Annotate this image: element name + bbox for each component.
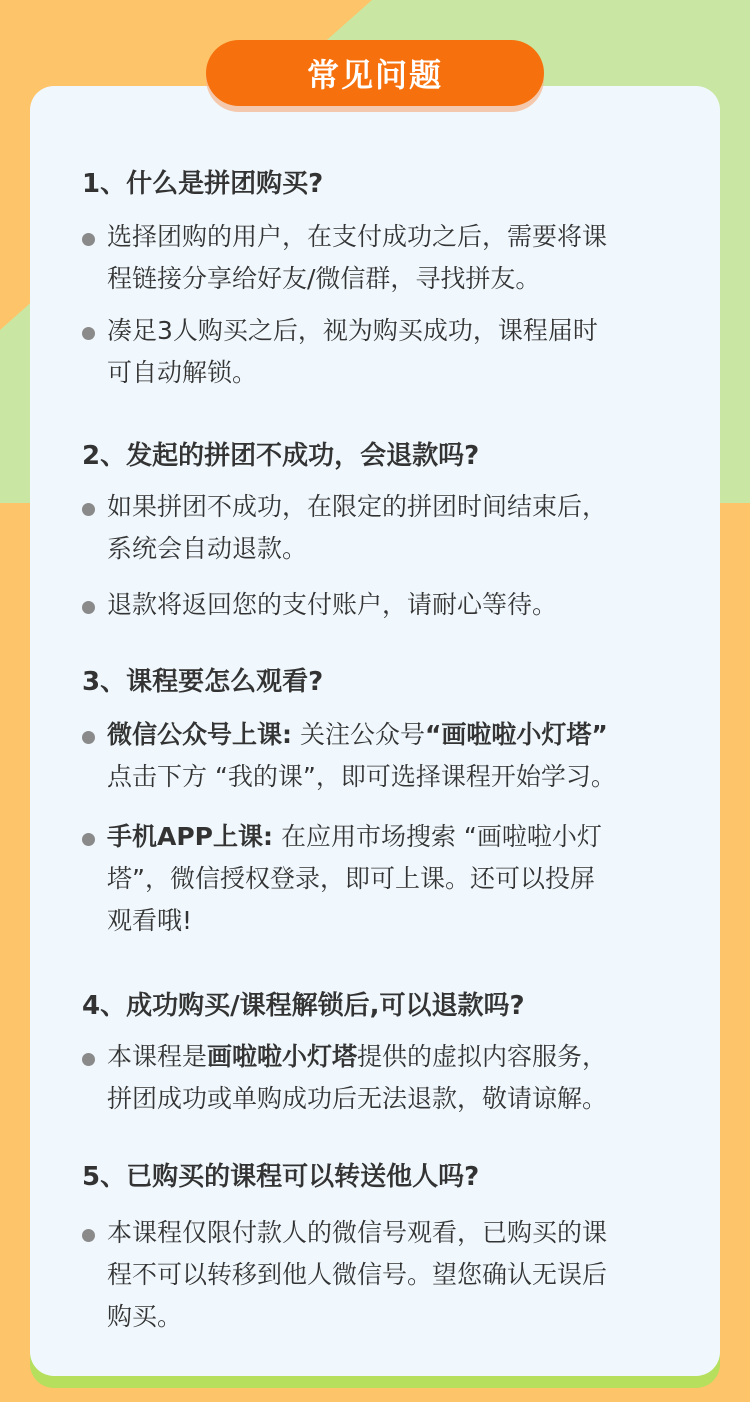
page-title: 常见问题 (206, 40, 544, 106)
answer-text: 在应用市场搜索 “画啦啦小灯 (273, 822, 602, 851)
answer-highlight-bold: 画啦啦小灯塔 (207, 1042, 358, 1071)
bullet-dot-icon (82, 1053, 95, 1066)
answer-line: 购买。 (107, 1302, 183, 1331)
answer-text: 本课程是 (107, 1042, 208, 1071)
bullet-dot-icon (82, 233, 95, 246)
answer-line (107, 816, 602, 858)
faq-question-4: 4、成功购买/课程解锁后,可以退款吗? (82, 991, 525, 1021)
answer-line: 点击下方 “我的课”，即可选择课程开始学习。 (107, 762, 616, 791)
answer-line: 如果拼团不成功，在限定的拼团时间结束后， (107, 492, 608, 521)
answer-line: 系统会自动退款。 (107, 534, 308, 563)
answer-line: 拼团成功或单购成功后无法退款，敬请谅解。 (107, 1084, 608, 1113)
answer-line (107, 1036, 607, 1078)
answer-lead-bold: 微信公众号上课: (107, 720, 292, 749)
answer-text: 提供的虚拟内容服务， (357, 1042, 608, 1071)
answer-line: 凑足3人购买之后，视为购买成功，课程届时 (107, 316, 598, 345)
faq-question-2: 2、发起的拼团不成功，会退款吗? (82, 441, 480, 471)
faq-question-3: 3、课程要怎么观看? (82, 667, 324, 697)
answer-text: 关注公众号 (292, 720, 425, 749)
answer-line: 观看哦! (107, 906, 193, 935)
faq-question-5: 5、已购买的课程可以转送他人吗? (82, 1162, 480, 1192)
answer-line: 退款将返回您的支付账户，请耐心等待。 (107, 590, 558, 619)
bullet-dot-icon (82, 731, 95, 744)
answer-highlight-bold: “画啦啦小灯塔” (424, 720, 608, 749)
answer-line (107, 714, 608, 756)
bullet-dot-icon (82, 601, 95, 614)
answer-line: 程不可以转移到他人微信号。望您确认无误后 (107, 1260, 608, 1289)
answer-lead-bold: 手机APP上课: (107, 822, 273, 851)
faq-question-1: 1、什么是拼团购买? (82, 169, 324, 199)
answer-line: 本课程仅限付款人的微信号观看，已购买的课 (107, 1218, 608, 1247)
bullet-dot-icon (82, 1229, 95, 1242)
answer-line: 程链接分享给好友/微信群，寻找拼友。 (107, 264, 541, 293)
bullet-dot-icon (82, 503, 95, 516)
answer-line: 选择团购的用户，在支付成功之后，需要将课 (107, 222, 608, 251)
bullet-dot-icon (82, 327, 95, 340)
answer-line: 可自动解锁。 (107, 358, 258, 387)
bullet-dot-icon (82, 833, 95, 846)
answer-line: 塔”，微信授权登录，即可上课。还可以投屏 (107, 864, 595, 893)
